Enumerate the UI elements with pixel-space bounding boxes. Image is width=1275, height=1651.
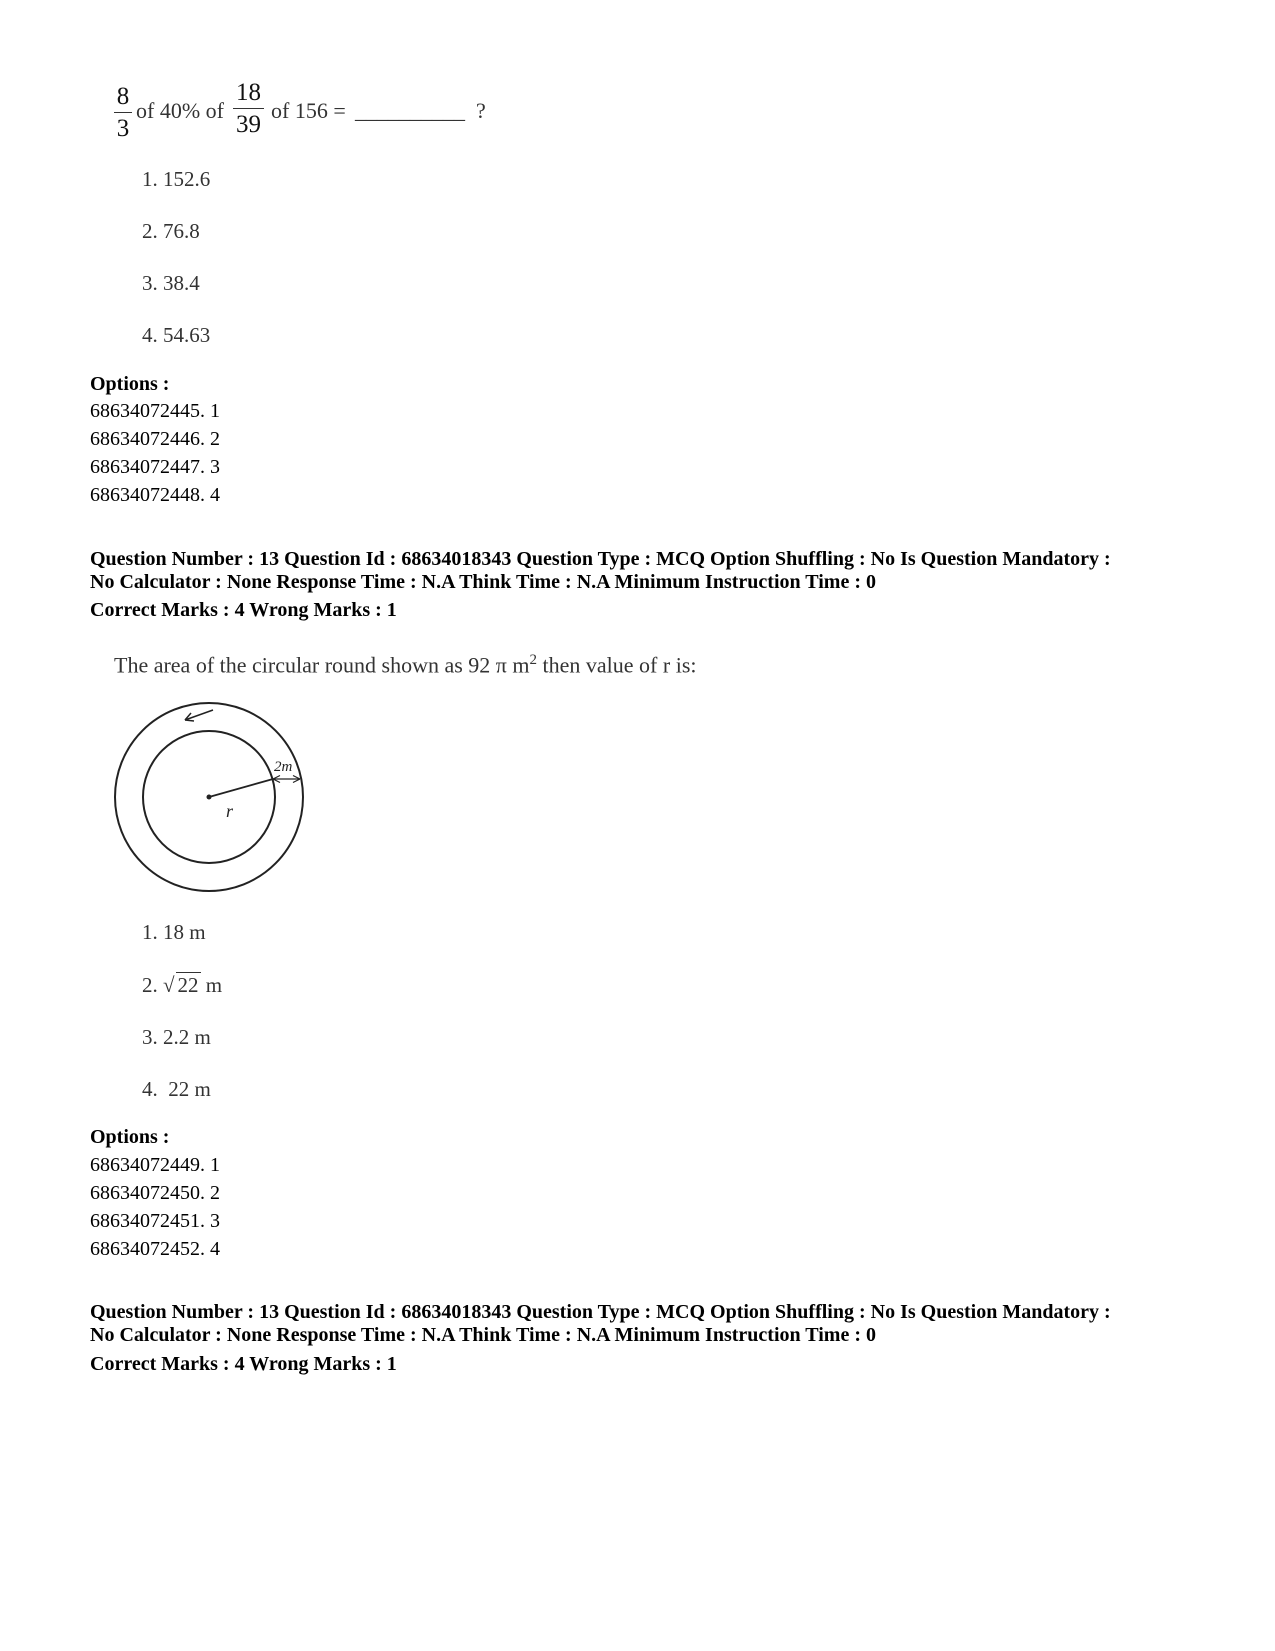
question-13-text xyxy=(114,652,697,678)
choice-4: 4. 54.63 xyxy=(142,323,211,347)
choice-1: 1. 152.6 xyxy=(142,167,211,191)
fraction-numerator: 8 xyxy=(116,83,130,110)
width-label: 2m xyxy=(274,759,293,775)
question-meta-line-1: Question Number : 13 Question Id : 68634018343 Question Type : MCQ Option Shuffling : No Is Question Mandatory : xyxy=(90,548,1111,570)
choice-4: 4. 22 m xyxy=(142,1077,211,1101)
fraction-bar xyxy=(114,112,132,113)
question-meta-line-2: No Calculator : None Response Time : N.A Think Time : N.A Minimum Instruction Time : 0 xyxy=(90,571,876,593)
fraction-8-3 xyxy=(114,84,132,141)
choice-1: 1. 18 m xyxy=(142,920,206,944)
radius-line xyxy=(209,779,273,797)
option-id-1: 68634072445. 1 xyxy=(90,400,220,422)
question-marks: Correct Marks : 4 Wrong Marks : 1 xyxy=(90,1353,397,1375)
circular-track-diagram xyxy=(105,695,315,900)
choice-3: 3. 38.4 xyxy=(142,271,200,295)
option-id-2: 68634072446. 2 xyxy=(90,428,220,450)
choice-2 xyxy=(142,972,222,998)
sqrt-radicand: 22 xyxy=(177,973,199,997)
question-mark: ? xyxy=(476,98,486,123)
question-text-post: then value of r is: xyxy=(537,652,697,678)
expression-text: of 156 = xyxy=(271,98,346,123)
fraction-numerator: 18 xyxy=(236,79,261,106)
option-id-3: 68634072451. 3 xyxy=(90,1210,220,1232)
choice-2: 2. 76.8 xyxy=(142,219,200,243)
fraction-18-39 xyxy=(233,80,264,137)
choice-unit: m xyxy=(205,973,223,997)
superscript: 2 xyxy=(529,652,538,668)
options-label: Options : xyxy=(90,1126,170,1148)
option-id-3: 68634072447. 3 xyxy=(90,456,220,478)
question-meta-line-1: Question Number : 13 Question Id : 68634018343 Question Type : MCQ Option Shuffling : No Is Question Mandatory : xyxy=(90,1301,1111,1323)
options-label: Options : xyxy=(90,373,170,395)
question-meta-line-2: No Calculator : None Response Time : N.A Think Time : N.A Minimum Instruction Time : 0 xyxy=(90,1324,876,1346)
radius-label: r xyxy=(226,801,234,821)
option-id-4: 68634072448. 4 xyxy=(90,484,220,506)
expression-text: of 40% of xyxy=(136,98,224,123)
option-id-1: 68634072449. 1 xyxy=(90,1154,220,1176)
fraction-bar xyxy=(233,108,264,109)
fraction-denominator: 3 xyxy=(116,115,130,142)
fraction-denominator: 39 xyxy=(236,111,261,138)
choice-number: 2. xyxy=(142,973,158,997)
option-id-2: 68634072450. 2 xyxy=(90,1182,220,1204)
question-marks: Correct Marks : 4 Wrong Marks : 1 xyxy=(90,599,397,621)
sqrt-symbol: √ xyxy=(163,973,175,997)
choice-3: 3. 2.2 m xyxy=(142,1025,211,1049)
option-id-4: 68634072452. 4 xyxy=(90,1238,220,1260)
answer-blank: __________ xyxy=(355,98,465,123)
question-text-pre: The area of the circular round shown as 92 π m xyxy=(114,652,530,678)
